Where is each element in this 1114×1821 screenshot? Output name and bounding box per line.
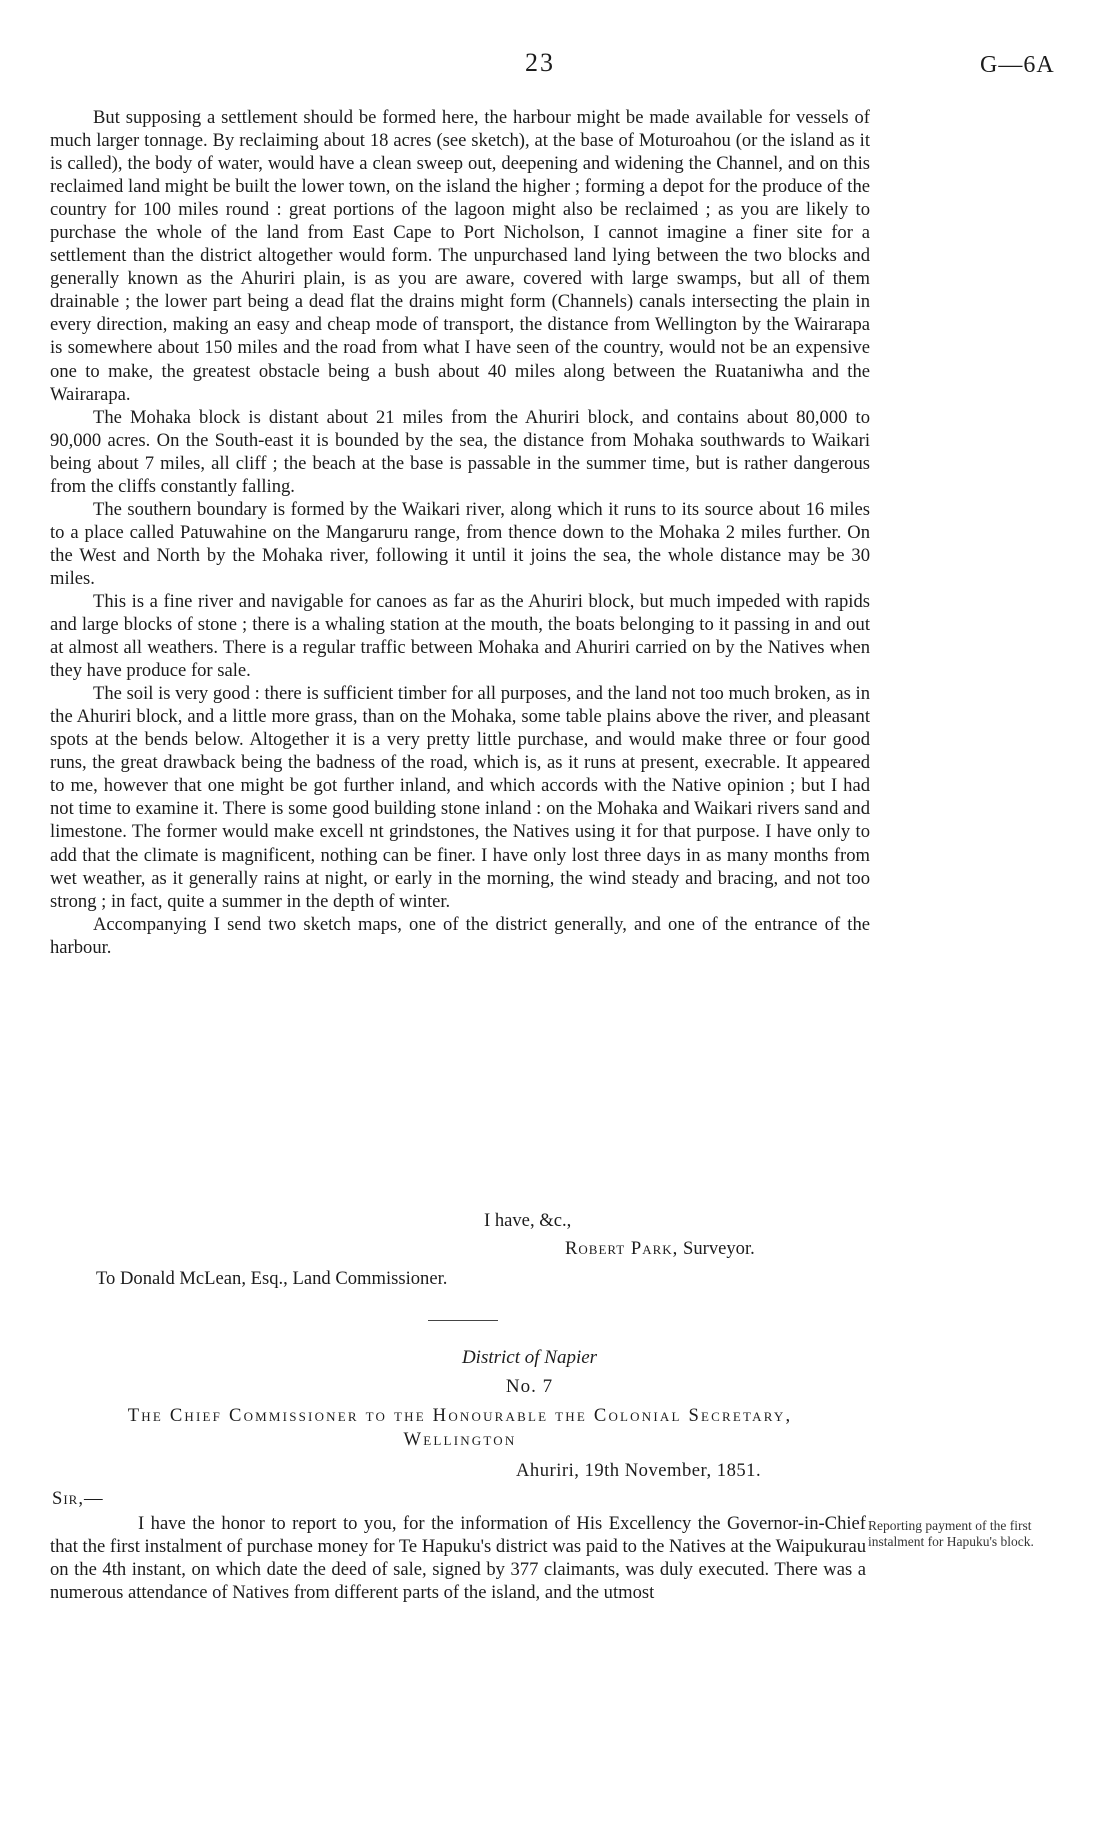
letter-title-continued: Wellington: [403, 1429, 517, 1450]
signature-name: Robert Park,: [565, 1238, 679, 1259]
signature: [565, 1238, 755, 1260]
document-reference: G—6A: [980, 52, 1055, 78]
document-number: No. 7: [505, 1376, 554, 1397]
letter-title: The Chief Commissioner to the Honourable the Colonial Secretary,: [127, 1405, 793, 1426]
paragraph: The soil is very good : there is sufficient timber for all purposes, and the land not too much broken, as in the Ahuriri block, and a little more grass, than on the Mohaka, some table plains above the river, and pleasant spots at the bends below. Altogether it is a very pretty little purchase, and would make three or four good runs, the great drawback being the badness of the road, which is, as it runs at present, execrable. It appeared to me, however that one might be got further inland, and which accords with the Native opinion ; but I had not time to examine it. There is some good building stone inland : on the Mohaka and Waikari rivers sand and limestone. The former would make excell nt grindstones, the Natives using it for that purpose. I have only to add that the climate is magnificent, nothing can be finer. I have only lost three days in as many months from wet weather, as it generally rains at night, or early in the morning, the wind steady and bracing, and not too strong ; in fact, quite a summer in the depth of winter.: [50, 683, 870, 912]
report-body: [50, 106, 870, 959]
page-number: 23: [525, 48, 555, 77]
paragraph: This is a fine river and navigable for canoes as far as the Ahuriri block, but much impeded with rapids and large blocks of stone ; there is a whaling station at the mouth, the boats belonging to it passing in and out at almost all weathers. There is a regular traffic between Mohaka and Ahuriri carried on by the Natives when they have produce for sale.: [50, 590, 870, 682]
paragraph: I have the honor to report to you, for the information of His Excellency the Governor-in-Chief that the first instalment of purchase money for Te Hapuku's district was paid to the Natives at the Waipukurau on the 4th instant, on which date the deed of sale, signed by 377 claimants, was duly executed. There was a numerous attendance of Natives from different parts of the island, and the utmost: [50, 1513, 866, 1604]
paragraph: The southern boundary is formed by the Waikari river, along which it runs to its source about 16 miles to a place called Patuwahine on the Mangaruru range, from thence down to the Mohaka 2 miles further. On the West and North by the Mohaka river, following it until it joins the sea, the whole distance may be 30 miles.: [50, 498, 870, 589]
paragraph: But supposing a settlement should be formed here, the harbour might be made available for vessels of much larger tonnage. By reclaiming about 18 acres (see sketch), at the base of Moturoahou (or the island as it is called), the body of water, would have a clean sweep out, deepening and widening the Channel, and on this reclaimed land might be built the lower town, on the island the higher ; forming a depot for the produce of the country for 100 miles round : great portions of the lagoon might also be reclaimed ; as you are likely to purchase the whole of the land from East Cape to Port Nicholson, I cannot imagine a finer site for a settlement than the district altogether would form. The unpurchased land lying between the two blocks and generally known as the Ahuriri plain, is as you are aware, covered with large swamps, but all of them drainable ; the lower part being a dead flat the drains might form (Channels) canals intersecting the plain in every direction, making an easy and cheap mode of transport, the distance from Wellington by the Wairarapa is somewhere about 150 miles and the road from what I have seen of the country, would not be an expensive one to make, the greatest obstacle being a bush about 40 miles along between the Ruataniwha and the Wairarapa.: [50, 107, 870, 405]
signature-title: Surveyor.: [682, 1238, 755, 1259]
closing: I have, &c.,: [484, 1210, 572, 1231]
margin-note: Reporting payment of the first instalment for Hapuku's block.: [868, 1518, 1034, 1549]
paragraph: Accompanying I send two sketch maps, one of the district generally, and one of the entrance of the harbour.: [50, 913, 870, 958]
district-heading: District of Napier: [461, 1347, 598, 1368]
salutation: Sir,—: [52, 1488, 104, 1509]
addressee: To Donald McLean, Esq., Land Commissioner.: [96, 1268, 448, 1289]
letter-body: [50, 1512, 866, 1604]
section-divider: [428, 1320, 498, 1321]
dateline: Ahuriri, 19th November, 1851.: [516, 1460, 762, 1481]
paragraph: The Mohaka block is distant about 21 miles from the Ahuriri block, and contains about 80,000 to 90,000 acres. On the South-east it is bounded by the sea, the distance from Mohaka southwards to Waikari being about 7 miles, all cliff ; the beach at the base is passable in the summer time, but is rather dangerous from the cliffs constantly falling.: [50, 406, 870, 497]
